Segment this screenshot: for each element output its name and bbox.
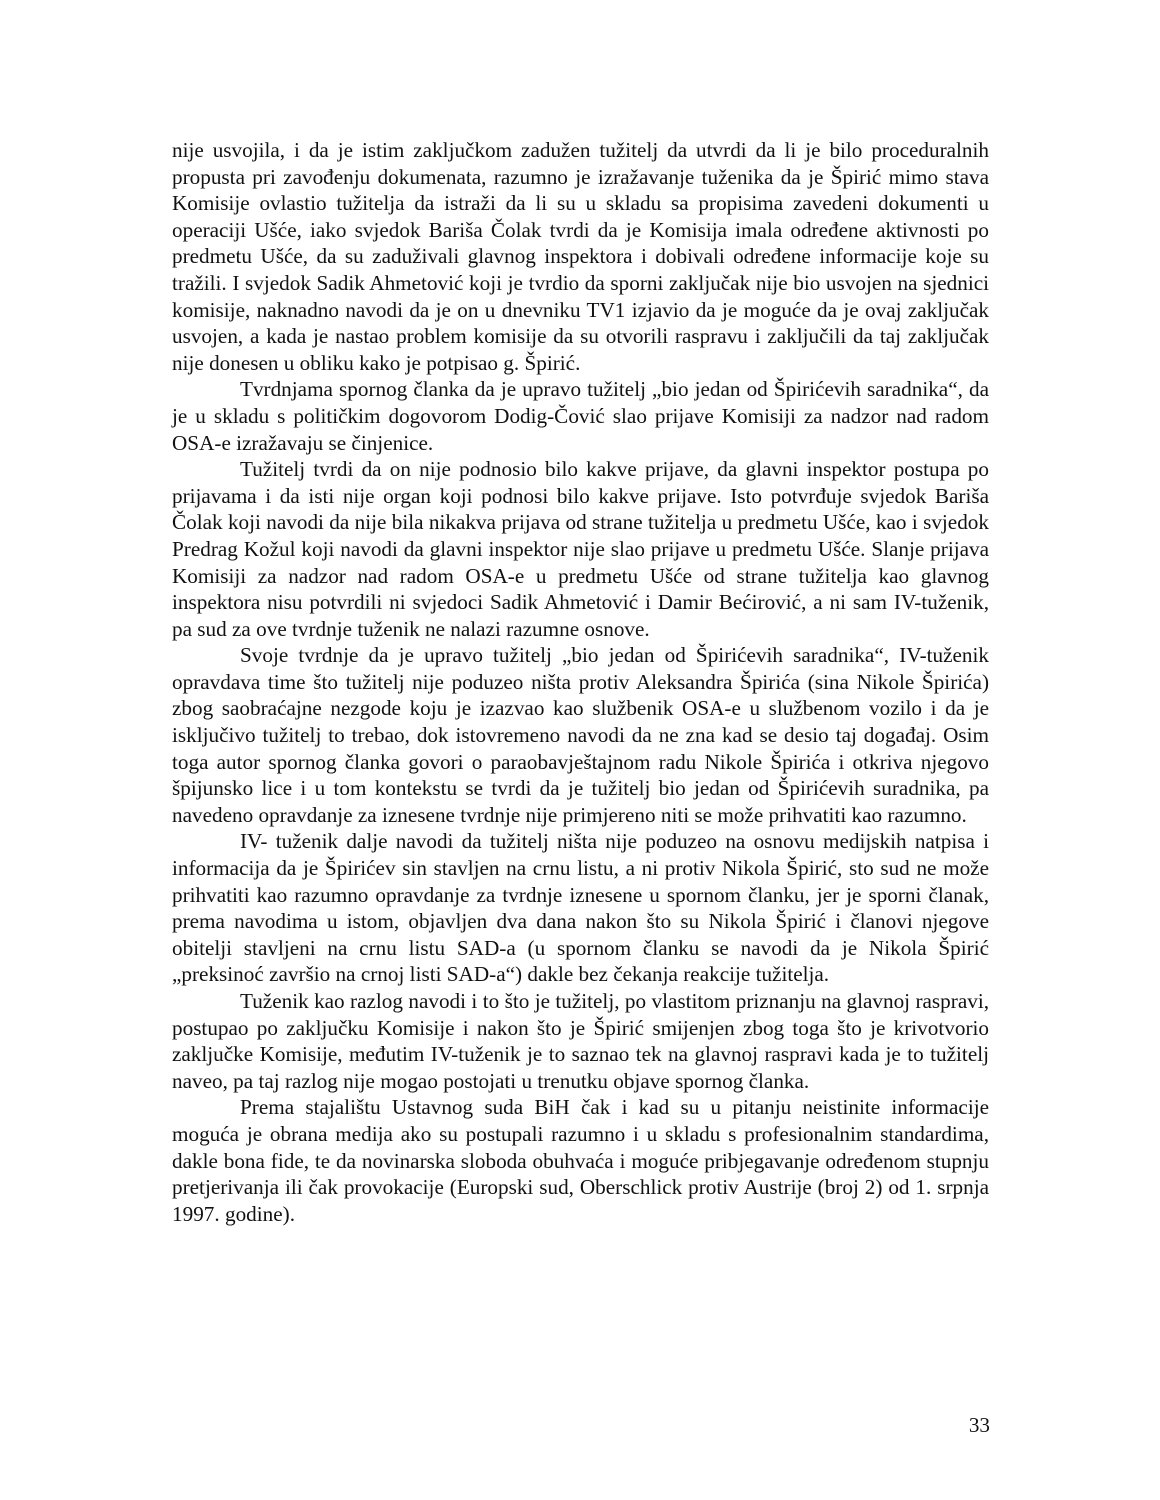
paragraph-5: IV- tuženik dalje navodi da tužitelj ništa nije poduzeo na osnovu medijskih natpisa i informacija da je Špirićev sin stavljen na crnu listu, a ni protiv Nikola Špirić, sto sud ne može prihvatiti kao razumno opravdanje za tvrdnje iznesene u spornom članku, jer je sporni članak, prema navodima u istom, objavljen dva dana nakon što su Nikola Špirić i članovi njegove obitelji stavljeni na crnu listu SAD-a (u spornom članku se navodi da je Nikola Špirić „preksinoć završio na crnoj listi SAD-a“) dakle bez čekanja reakcije tužitelja. [172, 829, 989, 987]
body-text [172, 137, 989, 1227]
paragraph-1: nije usvojila, i da je istim zaključkom zadužen tužitelj da utvrdi da li je bilo proceduralnih propusta pri zavođenju dokumenata, razumno je izražavanje tuženika da je Špirić mimo stava Komisije ovlastio tužitelja da istraži da li su u skladu sa propisima zavedeni dokumenti u operaciji Ušće, iako svjedok Bariša Čolak tvrdi da je Komisija imala određene aktivnosti po predmetu Ušće, da su zaduživali glavnog inspektora i dobivali određene informacije koje su tražili. I svjedok Sadik Ahmetović koji je tvrdio da sporni zaključak nije bio usvojen na sjednici komisije, naknadno navodi da je on u dnevniku TV1 izjavio da je moguće da je ovaj zaključak usvojen, a kada je nastao problem komisije da su otvorili raspravu i zaključili da taj zaključak nije donesen u obliku kako je potpisao g. Špirić. [172, 138, 989, 375]
page-number: 33 [968, 1413, 990, 1437]
paragraph-4: Svoje tvrdnje da je upravo tužitelj „bio jedan od Špirićevih saradnika“, IV-tuženik opravdava time što tužitelj nije poduzeo ništa protiv Aleksandra Špirića (sina Nikole Špirića) zbog saobraćajne nezgode koju je izazvao kao službenik OSA-e u službenom vozilo i da je isključivo tužitelj to trebao, dok istovremeno navodi da ne zna kad se desio taj događaj. Osim toga autor spornog članka govori o paraobavještajnom radu Nikole Špirića i otkriva njegovo špijunsko lice i u tom kontekstu se tvrdi da je tužitelj bio jedan od Špirićevih suradnika, pa navedeno opravdanje za iznesene tvrdnje nije primjereno niti se može prihvatiti kao razumno. [172, 643, 989, 827]
paragraph-6: Tuženik kao razlog navodi i to što je tužitelj, po vlastitom priznanju na glavnoj raspravi, postupao po zaključku Komisije i nakon što je Špirić smijenjen zbog toga što je krivotvorio zaključke Komisije, međutim IV-tuženik je to saznao tek na glavnoj raspravi kada je to tužitelj naveo, pa taj razlog nije mogao postojati u trenutku objave spornog članka. [172, 989, 989, 1093]
paragraph-7: Prema stajalištu Ustavnog suda BiH čak i kad su u pitanju neistinite informacije moguća je obrana medija ako su postupali razumno i u skladu s profesionalnim standardima, dakle bona fide, te da novinarska sloboda obuhvaća i moguće pribjegavanje određenom stupnju pretjerivanja ili čak provokacije (Europski sud, Oberschlick protiv Austrije (broj 2) od 1. srpnja 1997. godine). [172, 1095, 989, 1226]
paragraph-3: Tužitelj tvrdi da on nije podnosio bilo kakve prijave, da glavni inspektor postupa po prijavama i da isti nije organ koji podnosi bilo kakve prijave. Isto potvrđuje svjedok Bariša Čolak koji navodi da nije bila nikakva prijava od strane tužitelja u predmetu Ušće, kao i svjedok Predrag Kožul koji navodi da glavni inspektor nije slao prijave u predmetu Ušće. Slanje prijava Komisiji za nadzor nad radom OSA-e u predmetu Ušće od strane tužitelja kao glavnog inspektora nisu potvrdili ni svjedoci Sadik Ahmetović i Damir Bećirović, a ni sam IV-tuženik, pa sud za ove tvrdnje tuženik ne nalazi razumne osnove. [172, 457, 989, 641]
paragraph-2: Tvrdnjama spornog članka da je upravo tužitelj „bio jedan od Špirićevih saradnika“, da je u skladu s političkim dogovorom Dodig-Čović slao prijave Komisiji za nadzor nad radom OSA-e izražavaju se činjenice. [172, 377, 989, 455]
